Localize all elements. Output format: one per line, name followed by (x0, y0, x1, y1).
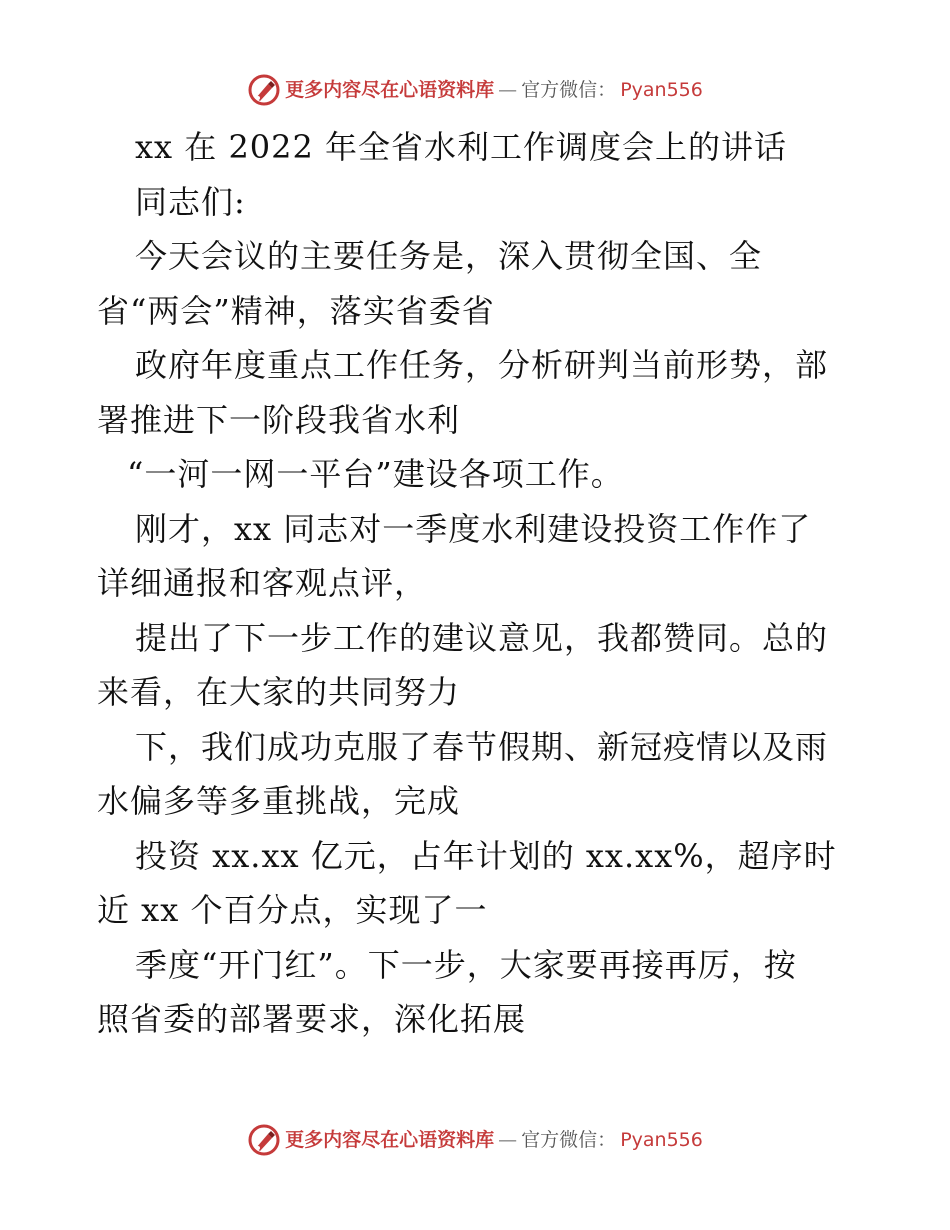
pen-logo-icon (247, 73, 281, 107)
salutation: 同志们: (135, 182, 246, 221)
footer-watermark-banner (0, 1120, 950, 1160)
paragraph-line: 近 xx 个百分点，实现了一 (97, 891, 488, 929)
paragraph-line: 政府年度重点工作任务，分析研判当前形势，部 (135, 346, 829, 384)
watermark-main-text: 更多内容尽在心语资料库 (285, 1128, 495, 1151)
watermark-wechat-label: 官方微信： (521, 78, 617, 101)
paragraph-line: 投资 xx.xx 亿元，占年计划的 xx.xx%，超序时 (135, 836, 837, 875)
document-body (97, 120, 857, 1047)
watermark-dash: — (498, 1128, 518, 1151)
paragraph-line: 照省委的部署要求，深化拓展 (97, 1000, 527, 1038)
paragraph-line: 提出了下一步工作的建议意见，我都赞同。总的 (135, 618, 829, 657)
paragraph-line: 刚才，xx 同志对一季度水利建设投资工作作了 (135, 509, 812, 548)
paragraph-line: 季度“开门红”。下一步，大家要再接再厉，按 (135, 945, 797, 984)
header-watermark-banner (0, 70, 950, 110)
paragraph-line: 来看，在大家的共同努力 (97, 673, 461, 711)
paragraph-line: 下，我们成功克服了春节假期、新冠疫情以及雨 (135, 727, 829, 766)
document-title: xx 在 2022 年全省水利工作调度会上的讲话 (135, 128, 788, 166)
paragraph-line: 详细通报和客观点评， (97, 564, 428, 602)
watermark-dash: — (498, 78, 518, 101)
watermark-group (247, 1123, 703, 1157)
paragraph-line: “一河一网一平台”建设各项工作。 (127, 455, 624, 493)
paragraph-line: 今天会议的主要任务是，深入贯彻全国、全 (135, 237, 763, 275)
watermark-main-text: 更多内容尽在心语资料库 (285, 78, 495, 101)
paragraph-line: 水偏多等多重挑战，完成 (97, 782, 461, 820)
watermark-wechat-id: Pyan556 (620, 78, 703, 101)
paragraph-line: 署推进下一阶段我省水利 (97, 400, 461, 439)
pen-logo-icon (247, 1123, 281, 1157)
watermark-wechat-label: 官方微信： (521, 1128, 617, 1151)
paragraph-line: 省“两会”精神，落实省委省 (97, 291, 495, 330)
watermark-wechat-id: Pyan556 (620, 1128, 703, 1151)
watermark-group (247, 73, 703, 107)
